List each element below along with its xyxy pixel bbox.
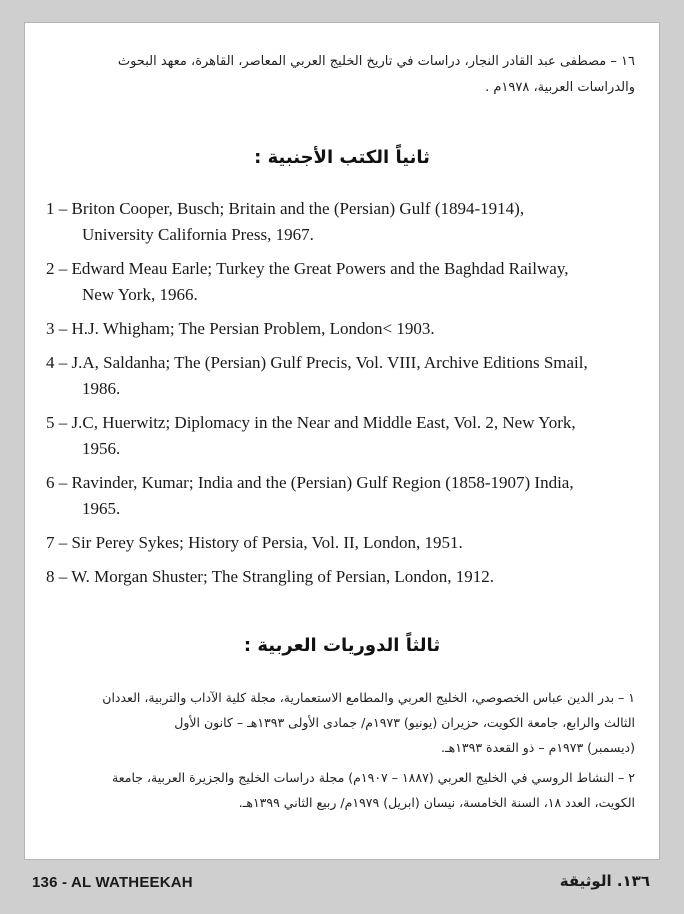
list-item [46,256,637,308]
entry-line: 2 – Edward Meau Earle; Turkey the Great Powers and the Baghdad Railway, [46,259,569,278]
list-item [46,530,637,556]
list-item [46,316,637,342]
reference-line: ١٦ – مصطفى عبد القادر النجار، دراسات في تاريخ الخليج العربي المعاصر، القاهرة، معهد البحوث [117,54,635,69]
entry-line: 7 – Sir Perey Sykes; History of Persia, Vol. II, London, 1951. [46,533,463,552]
entry-line: 3 – H.J. Whigham; The Persian Problem, London< 1903. [46,319,435,338]
heading-foreign-books: ثانياً الكتب الأجنبية : [254,147,430,168]
entry-line: 1956. [82,439,121,458]
entry-line: (ديسمبر) ١٩٧٣م – ذو القعدة ١٣٩٣هـ. [440,740,635,755]
entry-line: 8 – W. Morgan Shuster; The Strangling of Persian, London, 1912. [46,567,494,586]
entry-line: 4 – J.A, Saldanha; The (Persian) Gulf Precis, Vol. VIII, Archive Editions Smail, [46,353,588,372]
document-page [24,22,660,860]
list-item [46,470,637,522]
entry-line: 1965. [82,499,121,518]
reference-line: والدراسات العربية، ١٩٧٨م . [485,80,635,95]
list-item [46,564,637,590]
footer-page-label-arabic: ١٣٦. الوثيقة [559,872,650,890]
entry-line: ١ – بدر الدين عباس الخصوصي، الخليج العربي والمطامع الاستعمارية، مجلة كلية الآداب والتربية، العددان [102,690,635,705]
list-item [46,350,637,402]
list-item [46,196,637,248]
foreign-books-list [46,196,637,598]
list-item [46,410,637,462]
arabic-periodicals-list [43,685,635,820]
entry-line: الكويت، العدد ١٨، السنة الخامسة، نيسان (ابريل) ١٩٧٩م/ ربيع الثاني ١٣٩٩هـ. [238,795,635,810]
heading-arabic-periodicals: ثالثاً الدوريات العربية : [243,635,441,656]
entry-line: 1 – Briton Cooper, Busch; Britain and the (Persian) Gulf (1894-1914), [46,199,525,218]
entry-line: الثالث والرابع، جامعة الكويت، حزيران (يونيو) ١٩٧٣م/ جمادى الأولى ١٣٩٣هـ – كانون الأول [174,715,635,730]
periodical-entry-1 [43,685,635,760]
entry-line: University California Press, 1967. [82,225,314,244]
periodical-entry-2 [43,765,635,815]
entry-line: 6 – Ravinder, Kumar; India and the (Persian) Gulf Region (1858-1907) India, [46,473,574,492]
arabic-reference-16 [41,49,635,101]
entry-line: 1986. [82,379,121,398]
entry-line: ٢ – النشاط الروسي في الخليج العربي (١٨٨٧ – ١٩٠٧م) مجلة دراسات الخليج والجزيرة العربية، جامعة [112,770,635,785]
entry-line: New York, 1966. [82,285,198,304]
footer-page-label-english: 136 - AL WATHEEKAH [32,874,193,891]
entry-line: 5 – J.C, Huerwitz; Diplomacy in the Near and Middle East, Vol. 2, New York, [46,413,576,432]
